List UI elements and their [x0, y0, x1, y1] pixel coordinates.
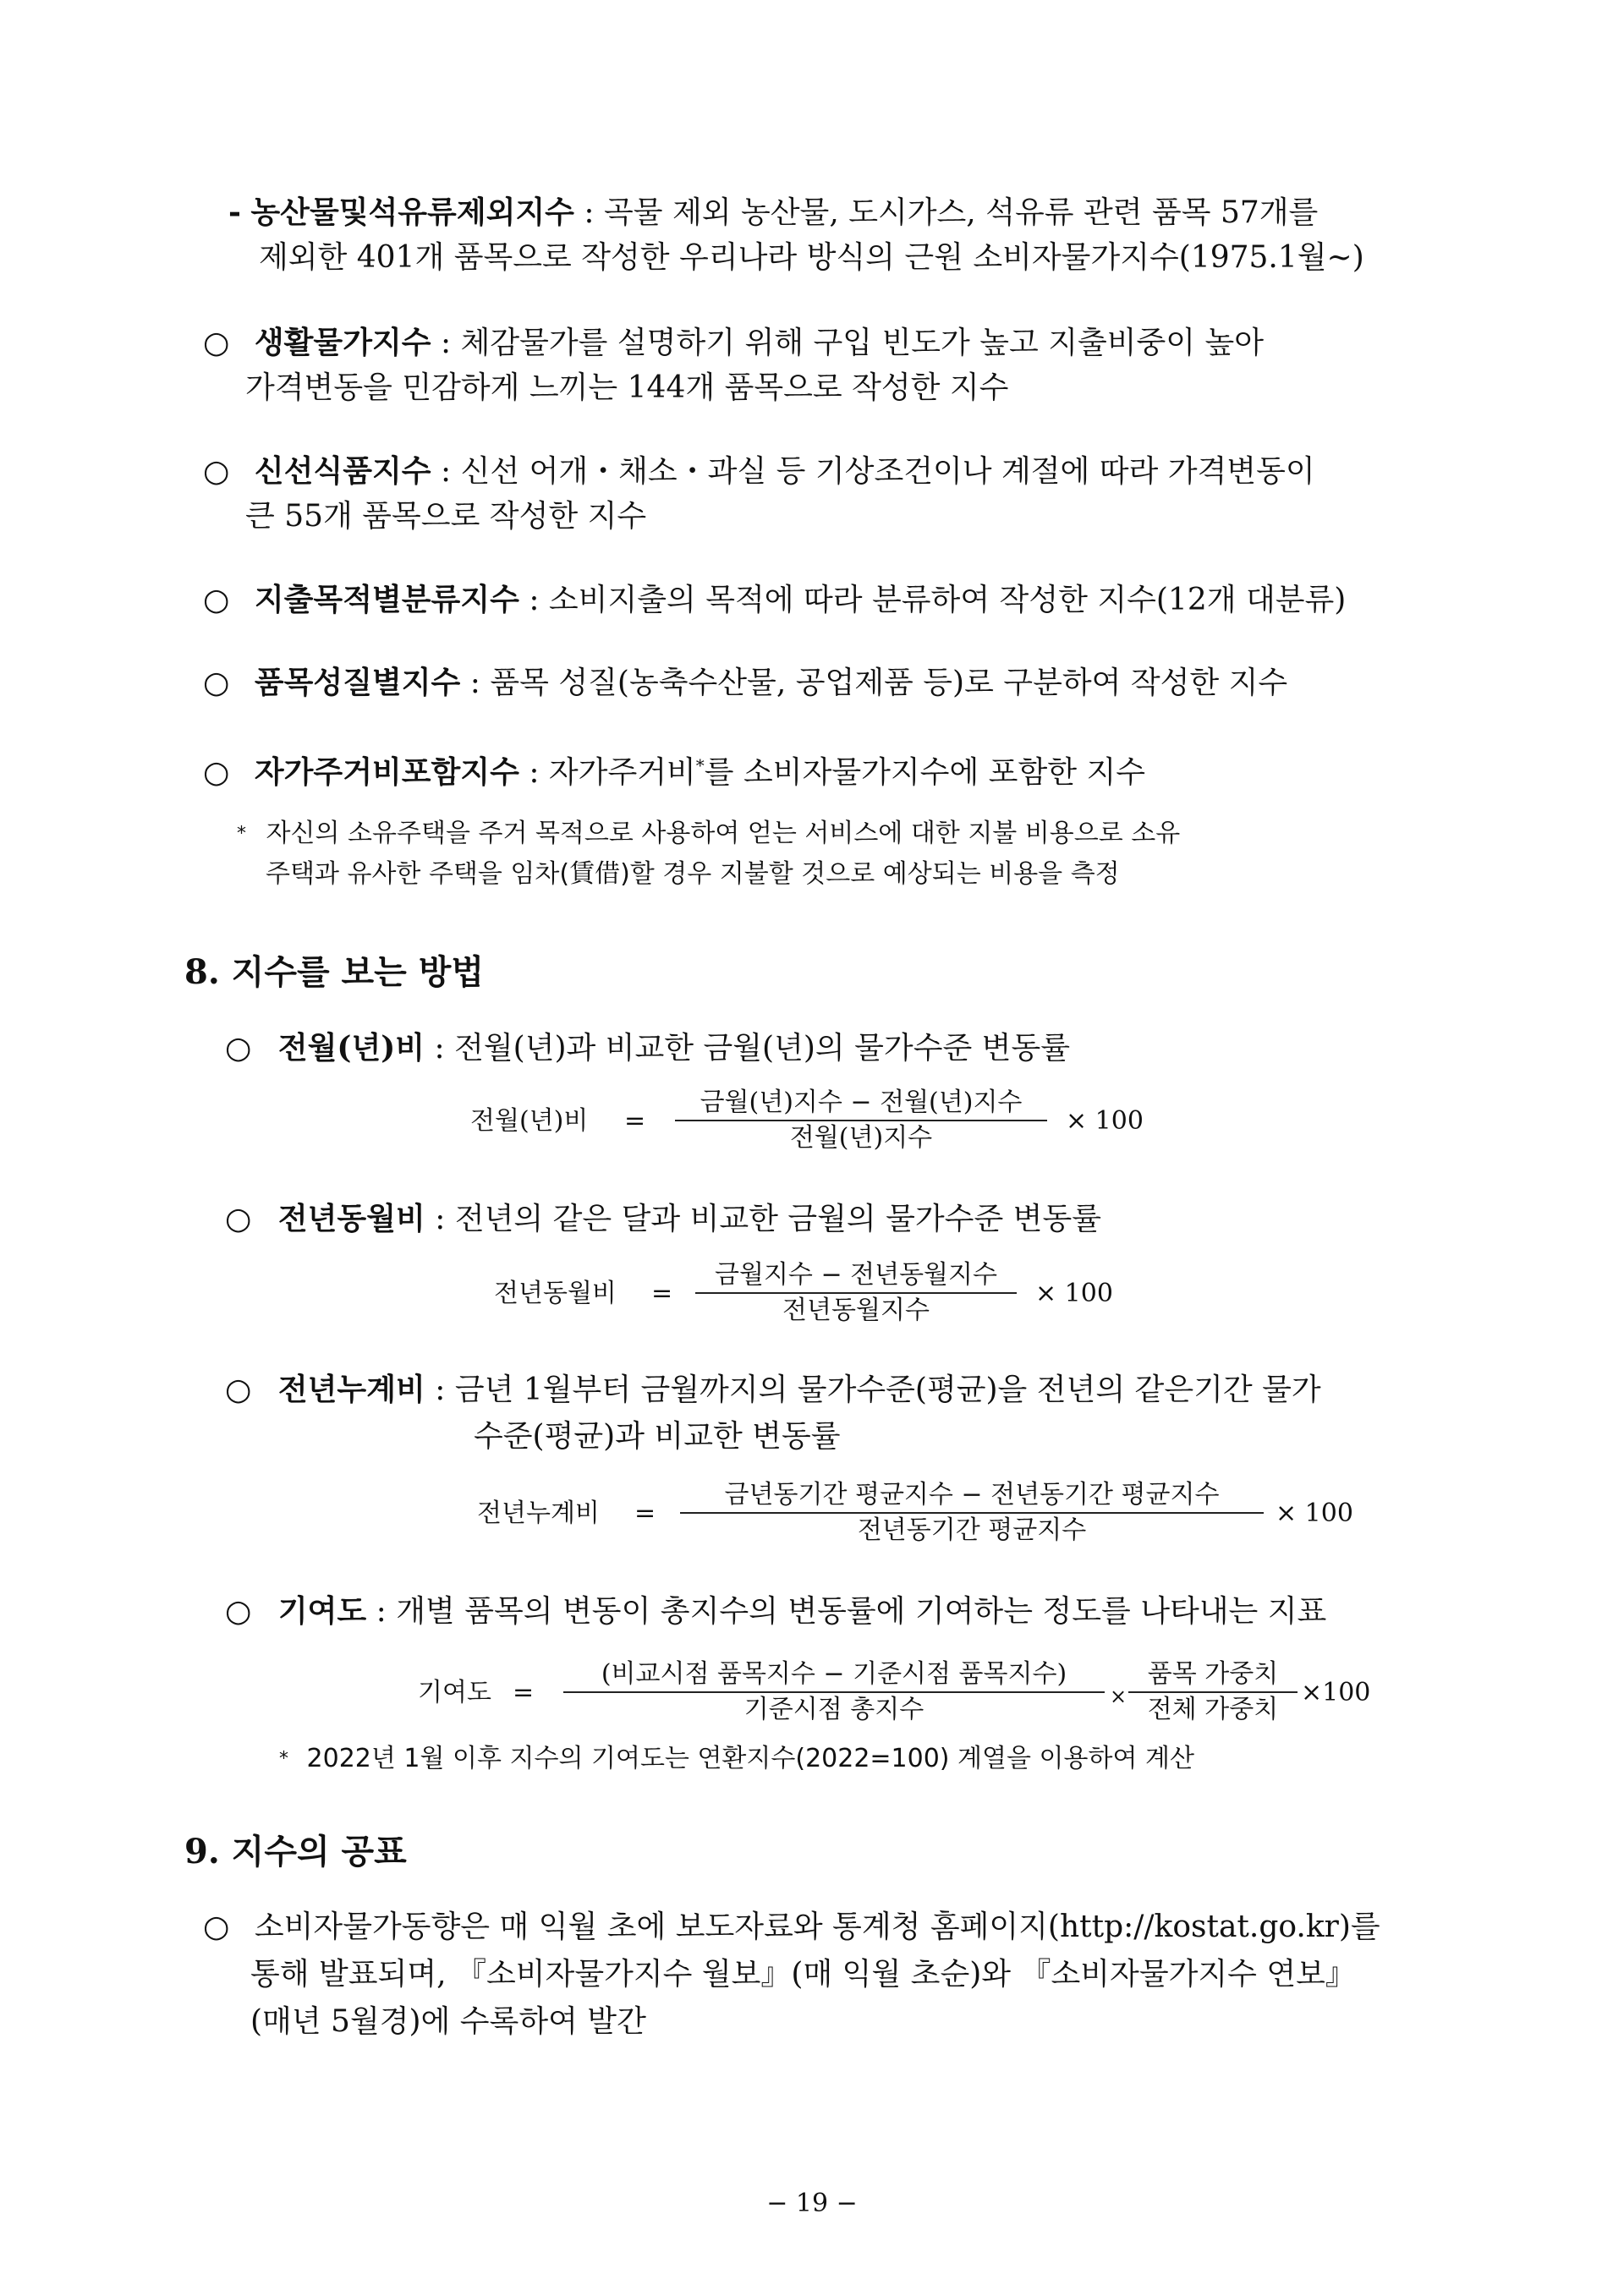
- bullet-circle-marker: ○: [203, 755, 230, 790]
- method-desc: 금년 1월부터 금월까지의 물가수준(평균)을 전년의 같은기간 물가: [454, 1373, 1321, 1407]
- definition-separator: :: [440, 326, 452, 360]
- definition-text: 자가주거비: [548, 755, 696, 790]
- definition-separator: :: [440, 454, 452, 489]
- formula-denominator: 전년동월지수: [782, 1296, 930, 1325]
- footnote-star: *: [237, 823, 246, 845]
- bullet-circle-marker: ○: [225, 1202, 252, 1236]
- definition-separator: :: [469, 666, 480, 700]
- definition-item-nature: [203, 658, 1287, 708]
- list-dash-marker: -: [228, 195, 241, 230]
- bullet-circle-marker: ○: [203, 1910, 230, 1944]
- bullet-circle-marker: ○: [203, 454, 230, 489]
- method-yoy: [225, 1194, 1101, 1244]
- definition-text: 신선 어개・채소・과실 등 기상조건이나 계절에 따라 가격변동이: [460, 454, 1315, 489]
- formula-lhs: 전월(년)비: [470, 1106, 589, 1136]
- formula-multiplier: ×100: [1301, 1678, 1371, 1707]
- method-term: 전년누계비: [277, 1372, 425, 1407]
- formula-equals: =: [634, 1499, 656, 1528]
- definition-term: 지출목적별분류지수: [254, 582, 519, 617]
- footnote-housing: [237, 814, 1180, 855]
- method-separator: :: [434, 1031, 445, 1066]
- footnote-contribution: [279, 1739, 1194, 1780]
- formula-lhs: 전년누계비: [477, 1499, 600, 1528]
- footnote-marker: *: [695, 755, 705, 775]
- method-cumulative: [225, 1365, 1321, 1415]
- publication-text: 소비자물가동향은 매 익월 초에 보도자료와 통계청 홈페이지(http://kostat.go.kr)를: [254, 1910, 1380, 1944]
- bullet-circle-marker: ○: [203, 583, 230, 617]
- formula-numerator: 금년동기간 평균지수 − 전년동기간 평균지수: [680, 1478, 1264, 1514]
- method-desc: 전년의 같은 달과 비교한 금월의 물가수준 변동률: [454, 1202, 1101, 1236]
- method-term: 전월(년)비: [277, 1030, 425, 1066]
- publication-text-line2: 통해 발표되며, 『소비자물가지수 월보』(매 익월 초순)와 『소비자물가지수 연보』: [250, 1957, 1356, 1992]
- bullet-circle-marker: ○: [203, 326, 230, 360]
- definition-term: 자가주거비포함지수: [254, 754, 519, 790]
- formula-fraction: [695, 1258, 1017, 1328]
- method-desc: 전월(년)과 비교한 금월(년)의 물가수준 변동률: [454, 1031, 1071, 1066]
- definition-owner-housing: [203, 741, 1145, 797]
- formula-lhs: 전년동월비: [494, 1279, 617, 1308]
- formula-numerator: 금월(년)지수 − 전월(년)지수: [675, 1086, 1047, 1121]
- method-separator: :: [435, 1202, 446, 1236]
- definition-term: 품목성질별지수: [254, 665, 461, 700]
- formula-fraction: [675, 1086, 1047, 1155]
- bullet-circle-marker: ○: [225, 1031, 252, 1066]
- section-heading-9: 9. 지수의 공표: [184, 1832, 407, 1871]
- publication-paragraph: [203, 1903, 1380, 1952]
- formula-fraction: [680, 1478, 1264, 1548]
- formula-multiplier: × 100: [1066, 1106, 1144, 1136]
- definition-fresh-food-cont: 큰 55개 품목으로 작성한 지수: [245, 499, 647, 534]
- footnote-star: *: [279, 1748, 288, 1770]
- definition-term: 신선식품지수: [254, 453, 431, 489]
- formula-multiplier: × 100: [1276, 1499, 1353, 1528]
- formula-fraction: [563, 1658, 1105, 1727]
- bullet-circle-marker: ○: [225, 1594, 252, 1629]
- publication-text-line3: (매년 5월경)에 수록하여 발간: [250, 2004, 646, 2039]
- formula-denominator: 기준시점 총지수: [743, 1695, 924, 1724]
- method-cumulative-cont: 수준(평균)과 비교한 변동률: [474, 1419, 841, 1454]
- formula-numerator: 품목 가중치: [1128, 1658, 1298, 1693]
- formula-denominator: 전체 가중치: [1147, 1695, 1279, 1724]
- definition-text: 체감물가를 설명하기 위해 구입 빈도가 높고 지출비중이 높아: [460, 326, 1265, 360]
- formula-equals: =: [651, 1279, 673, 1308]
- definition-core-cpi-cont: 제외한 401개 품목으로 작성한 우리나라 방식의 근원 소비자물가지수(1975.1월~): [259, 240, 1364, 275]
- section-heading-8: 8. 지수를 보는 방법: [184, 952, 485, 992]
- footnote-housing-cont: 주택과 유사한 주택을 임차(賃借)할 경우 지불할 것으로 예상되는 비용을 측정: [266, 859, 1120, 889]
- definition-term: 생활물가지수: [254, 325, 431, 360]
- method-term: 전년동월비: [277, 1201, 425, 1236]
- definition-text: 소비지출의 목적에 따라 분류하여 작성한 지수(12개 대분류): [548, 583, 1347, 617]
- definition-separator: :: [529, 755, 540, 790]
- page-number: − 19 −: [766, 2189, 858, 2218]
- formula-lhs: 기여도: [418, 1678, 491, 1707]
- formula-denominator: 전년동기간 평균지수: [857, 1515, 1087, 1545]
- definition-fresh-food: [203, 447, 1315, 496]
- definition-text: 를 소비자물가지수에 포함한 지수: [704, 755, 1145, 790]
- definition-living-index-cont: 가격변동을 민감하게 느끼는 144개 품목으로 작성한 지수: [245, 370, 1009, 405]
- formula-equals: =: [624, 1106, 646, 1136]
- footnote-text: 자신의 소유주택을 주거 목적으로 사용하여 얻는 서비스에 대한 지불 비용으로 소유: [266, 819, 1181, 848]
- definition-core-cpi: [228, 188, 1318, 238]
- method-contribution: [225, 1586, 1326, 1636]
- definition-term: 농산물및석유류제외지수: [250, 195, 574, 230]
- formula-times: ×: [1110, 1685, 1127, 1708]
- method-mom: [225, 1023, 1070, 1073]
- method-desc: 개별 품목의 변동이 총지수의 변동률에 기여하는 정도를 나타내는 지표: [396, 1594, 1327, 1629]
- formula-numerator: (비교시점 품목지수 − 기준시점 품목지수): [563, 1658, 1105, 1693]
- definition-separator: :: [529, 583, 540, 617]
- definition-text: 곡물 제외 농산물, 도시가스, 석유류 관련 품목 57개를: [604, 195, 1319, 230]
- definition-coicop: [203, 575, 1346, 625]
- formula-equals: =: [513, 1678, 535, 1707]
- bullet-circle-marker: ○: [203, 666, 230, 700]
- bullet-circle-marker: ○: [225, 1373, 252, 1407]
- formula-denominator: 전월(년)지수: [789, 1123, 933, 1153]
- method-separator: :: [376, 1594, 387, 1629]
- footnote-text: 2022년 1월 이후 지수의 기여도는 연환지수(2022=100) 계열을 이용하여 계산: [306, 1744, 1194, 1773]
- definition-living-index: [203, 318, 1264, 368]
- formula-weight-fraction: [1128, 1658, 1298, 1727]
- method-term: 기여도: [277, 1593, 367, 1629]
- formula-multiplier: × 100: [1035, 1279, 1113, 1308]
- formula-numerator: 금월지수 − 전년동월지수: [695, 1258, 1017, 1294]
- method-separator: :: [435, 1373, 446, 1407]
- definition-text: 품목 성질(농축수산물, 공업제품 등)로 구분하여 작성한 지수: [490, 666, 1288, 700]
- definition-separator: :: [584, 195, 595, 230]
